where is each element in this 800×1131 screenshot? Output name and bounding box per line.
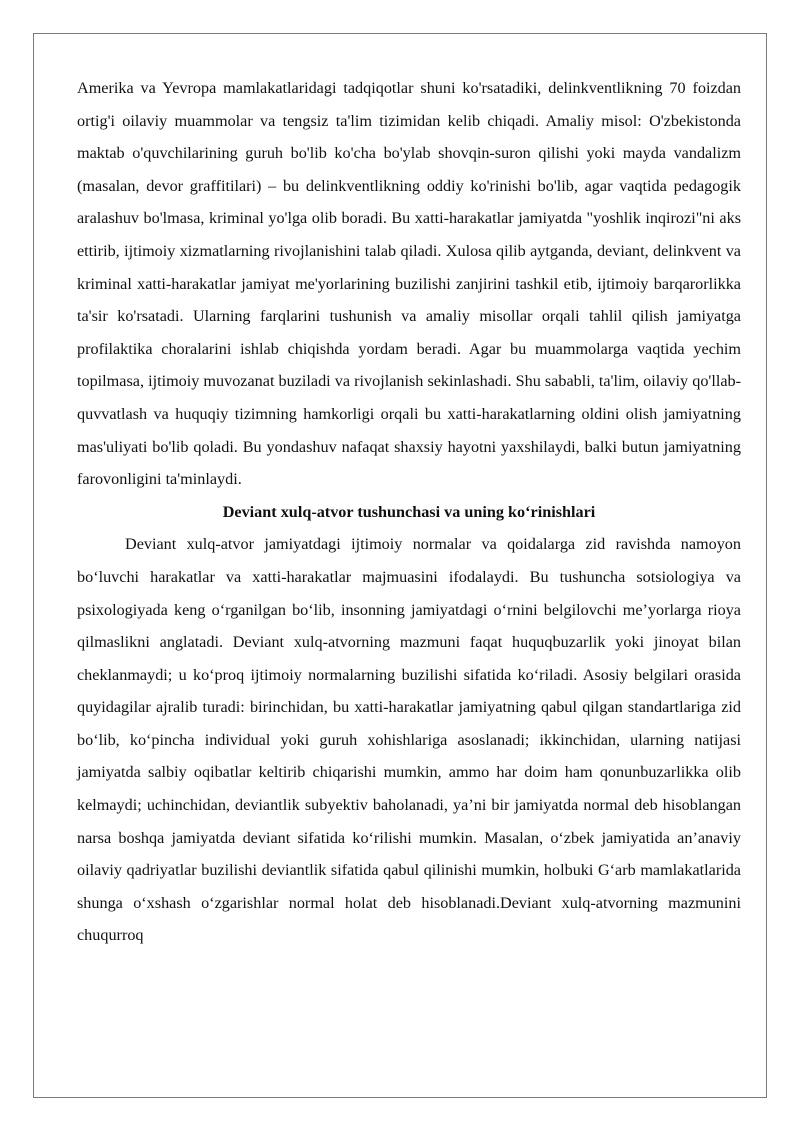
section-heading: Deviant xulq-atvor tushunchasi va uning ko‘rinishlari — [222, 502, 596, 521]
body-paragraph: Deviant xulq-atvor jamiyatdagi ijtimoiy normalar va qoidalarga zid ravishda namoyon bo‘luvchi harakatlar va xatti-harakatlar majmuasini ifodalaydi. Bu tushuncha sotsiologiya va psixologiyada keng o‘rganilgan bo‘lib, insonning jamiyatdagi o‘rnini belgilovchi me’yorlarga rioya qilmaslikni anglatadi. Deviant xulq-atvorning mazmuni faqat huquqbuzarlik yoki jinoyat bilan cheklanmaydi; u ko‘proq ijtimoiy normalarning buzilishi sifatida ko‘riladi. Asosiy belgilari orasida quyidagilar ajralib turadi: birinchidan, bu xatti-harakatlar jamiyatning qabul qilgan standartlariga zid bo‘lib, ko‘pincha individual yoki guruh xohishlariga asoslanadi; ikkinchidan, ularning natijasi jamiyatda salbiy oqibatlar keltirib chiqarishi mumkin, ammo har doim ham qonunbuzarlikka olib kelmaydi; uchinchidan, deviantlik subyektiv baholanadi, ya’ni bir jamiyatda normal deb hisoblangan narsa boshqa jamiyatda deviant sifatida ko‘rilishi mumkin. Masalan, o‘zbek jamiyatida an’anaviy oilaviy qadriyatlar buzilishi deviantlik sifatida qabul qilinishi mumkin, holbuki G‘arb mamlakatlarida shunga o‘xshash o‘zgarishlar normal holat deb hisoblanadi.Deviant xulq-atvorning mazmunini chuqurroq — [77, 535, 741, 945]
document-body — [77, 72, 741, 952]
body-paragraph: Amerika va Yevropa mamlakatlaridagi tadqiqotlar shuni ko'rsatadiki, delinkventlikning 70 foizdan ortig'i oilaviy muammolar va tengsiz ta'lim tizimidan kelib chiqadi. Amaliy misol: O'zbekistonda maktab o'quvchilarining guruh bo'lib ko'cha bo'ylab shovqin-suron qilishi yoki mayda vandalizm (masalan, devor graffitilari) – bu delinkventlikning oddiy ko'rinishi bo'lib, agar vaqtida pedagogik aralashuv bo'lmasa, kriminal yo'lga olib boradi. Bu xatti-harakatlar jamiyatda "yoshlik inqirozi"ni aks ettirib, ijtimoiy xizmatlarning rivojlanishini talab qiladi. Xulosa qilib aytganda, deviant, delinkvent va kriminal xatti-harakatlar jamiyat me'yorlarining buzilishi zanjirini tashkil etib, ijtimoiy barqarorlikka ta'sir ko'rsatadi. Ularning farqlarini tushunish va amaliy misollar orqali tahlil qilish jamiyatga profilaktika choralarini ishlab chiqishda yordam beradi. Agar bu muammolarga vaqtida yechim topilmasa, ijtimoiy muvozanat buziladi va rivojlanish sekinlashadi. Shu sababli, ta'lim, oilaviy qo'llab-quvvatlash va huquqiy tizimning hamkorligi orqali bu xatti-harakatlarning oldini olish jamiyatning mas'uliyati bo'lib qoladi. Bu yondashuv nafaqat shaxsiy hayotni yaxshilaydi, balki butun jamiyatning farovonligini ta'minlaydi. — [77, 79, 741, 489]
